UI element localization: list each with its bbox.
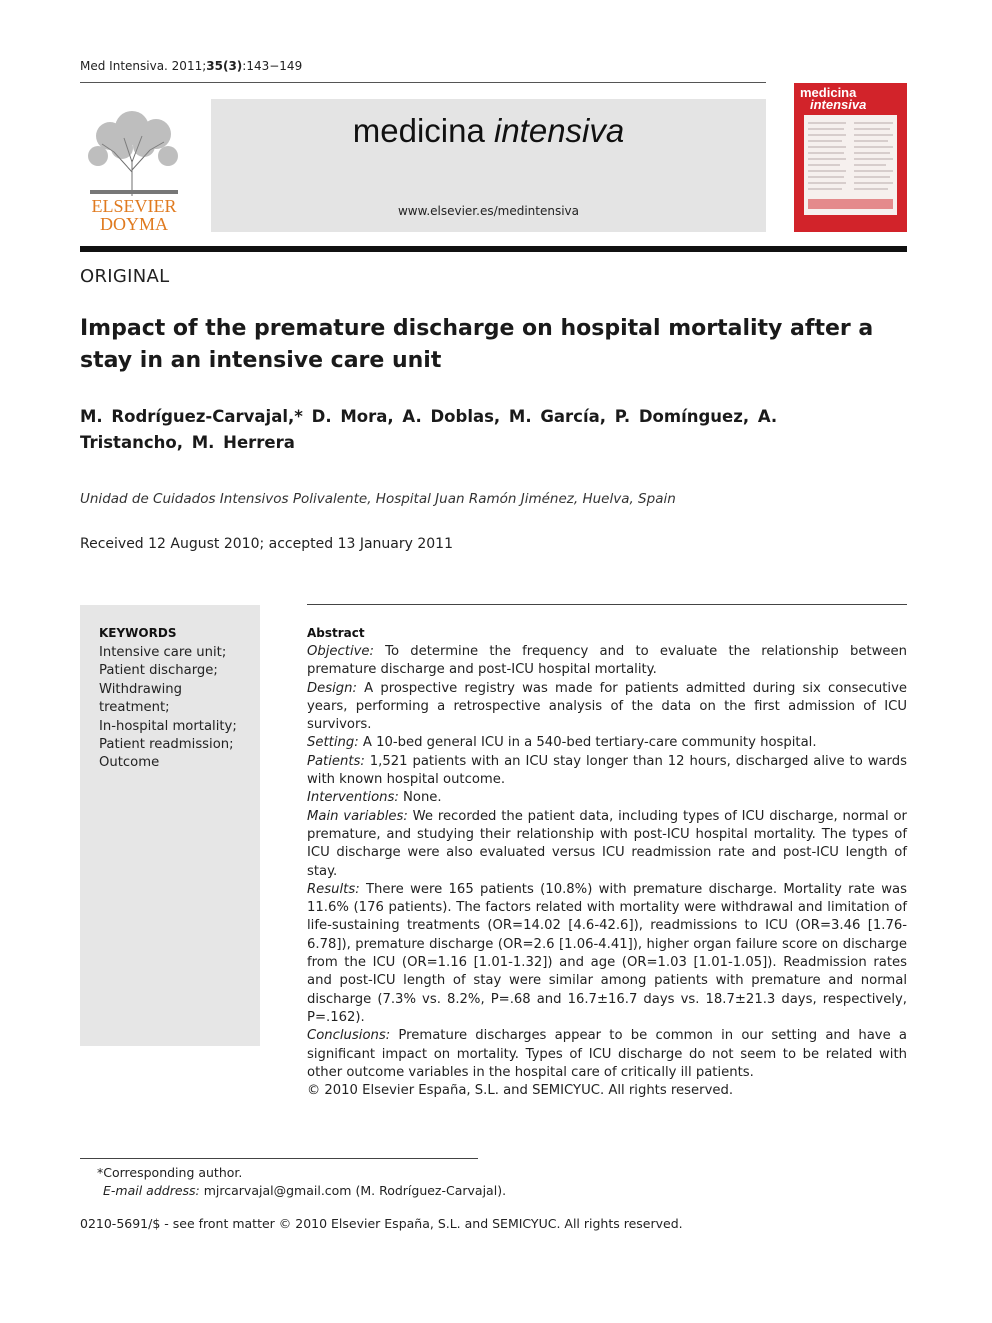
citation-journal: Med Intensiva. 2011;: [80, 59, 207, 73]
abstract-conclusions-text: Premature discharges appear to be common in our setting and have a significant impact on mortality. Types of ICU discharge do not seem to be related with other outcome variables in the hospital care of critically ill patients.: [307, 1028, 907, 1080]
journal-citation: [80, 59, 302, 73]
abstract-interventions-label: Interventions:: [307, 790, 399, 806]
abstract-results: [307, 881, 907, 1027]
keyword-item: Patient readmission;: [99, 737, 234, 753]
abstract-design-text: A prospective registry was made for patients admitted during six consecutive years, performing a retrospective analysis of the data on the first admission of ICU survivors.: [307, 680, 907, 733]
svg-text:DOYMA: DOYMA: [99, 214, 169, 232]
keywords-heading: KEYWORDS: [99, 626, 177, 640]
journal-title: [211, 112, 766, 150]
abstract-patients: [307, 753, 907, 790]
abstract-patients-label: Patients:: [307, 753, 365, 769]
tree-logo-icon: [80, 100, 188, 232]
abstract-copyright: © 2010 Elsevier España, S.L. and SEMICYUC. All rights reserved.: [307, 1083, 734, 1099]
keyword-item: treatment;: [99, 700, 170, 716]
keyword-item: Withdrawing: [99, 681, 182, 697]
header-rule: [80, 82, 766, 83]
journal-url[interactable]: www.elsevier.es/medintensiva: [397, 204, 579, 218]
journal-title-italic: intensiva: [494, 112, 625, 149]
svg-text:ELSEVIER: ELSEVIER: [91, 196, 177, 216]
abstract-body: [307, 643, 907, 1100]
cover-contents: [804, 115, 897, 215]
journal-title-plain: medicina: [352, 112, 485, 149]
abstract-design: [307, 680, 907, 735]
abstract-objective-text: To determine the frequency and to evaluate the relationship between premature discharge and post-ICU hospital mortality.: [307, 644, 907, 678]
issn-copyright-line: 0210-5691/$ - see front matter © 2010 Elsevier España, S.L. and SEMICYUC. All rights reserved.: [80, 1216, 683, 1231]
abstract-conclusions-label: Conclusions:: [307, 1028, 391, 1044]
header-thick-rule: [80, 246, 907, 252]
corresponding-author-note: *Corresponding author.: [97, 1165, 243, 1180]
citation-pages: :143−149: [242, 59, 303, 73]
abstract-rule: [307, 604, 907, 605]
abstract-patients-text: 1,521 patients with an ICU stay longer than 12 hours, discharged alive to wards with known hospital outcome.: [307, 753, 907, 788]
citation-volume: 35(3): [206, 59, 243, 73]
keyword-item: In-hospital mortality;: [99, 718, 237, 734]
abstract-interventions-text: None.: [403, 790, 442, 806]
cover-title-line2: intensiva: [810, 97, 867, 112]
cover-text-lines-icon: [804, 115, 897, 215]
keyword-item: Intensive care unit;: [99, 645, 227, 660]
abstract-variables: [307, 808, 907, 881]
article-authors: M. Rodríguez-Carvajal,* D. Mora, A. Doblas, M. García, P. Domínguez, A. Tristancho, M. Herrera: [80, 407, 778, 452]
abstract-objective-label: Objective:: [307, 644, 374, 659]
abstract-variables-label: Main variables:: [307, 808, 408, 824]
journal-cover-thumbnail: [794, 83, 907, 232]
abstract-design-label: Design:: [307, 680, 357, 696]
abstract-variables-text: We recorded the patient data, including types of ICU discharge, normal or premature, and studying their relationship with post-ICU hospital mortality. The types of ICU discharge were also evaluated versus ICU readmission rate and post-ICU length of stay.: [307, 808, 907, 879]
keyword-item: Patient discharge;: [99, 663, 218, 679]
article-title: Impact of the premature discharge on hospital mortality after a stay in an intensive care unit: [80, 316, 874, 373]
abstract-results-text: There were 165 patients (10.8%) with premature discharge. Mortality rate was 11.6% (176 patients). The factors related with mortality were withdrawal and limitation of life-sustaining treatments (OR=14.02 [4.6-42.6]), readmissions to ICU (OR=3.46 [1.76-6.78]), premature discharge (OR=2.6 [1.06-4.41]), higher organ failure score on discharge from the ICU (OR=1.16 [1.01-1.32]) and age (OR=1.03 [1.01-1.05]). Readmission rates and post-ICU length of stay were similar among patients with premature and normal discharge (7.3% vs. 8.2%, P=.68 and 16.7±16.7 days vs. 18.7±21.3 days, respectively, P=.162).: [307, 881, 907, 1025]
abstract-interventions: [307, 789, 907, 807]
abstract-results-label: Results:: [307, 881, 360, 897]
received-dates: Received 12 August 2010; accepted 13 January 2011: [80, 536, 453, 552]
abstract-objective: [307, 643, 907, 680]
keyword-item: Outcome: [99, 755, 160, 771]
abstract-setting-text: A 10-bed general ICU in a 540-bed tertiary-care community hospital.: [362, 735, 817, 751]
author-affiliation: Unidad de Cuidados Intensivos Polivalente, Hospital Juan Ramón Jiménez, Huelva, Spain: [80, 491, 676, 507]
author-email-note: [103, 1183, 506, 1198]
abstract-heading: Abstract: [307, 626, 365, 640]
article-section-label: ORIGINAL: [80, 266, 170, 287]
cover-title: [800, 87, 866, 111]
cover-title-line1: medicina: [800, 85, 857, 100]
elsevier-doyma-logo: [80, 100, 188, 232]
footnote-rule: [80, 1158, 478, 1159]
email-label: E-mail address:: [103, 1183, 200, 1198]
abstract-conclusions: [307, 1027, 907, 1082]
abstract-setting-label: Setting:: [307, 735, 359, 751]
author-email[interactable]: mjrcarvajal@gmail.com (M. Rodríguez-Carvajal).: [203, 1183, 507, 1198]
abstract-setting: [307, 734, 907, 752]
keywords-list: [99, 644, 259, 773]
